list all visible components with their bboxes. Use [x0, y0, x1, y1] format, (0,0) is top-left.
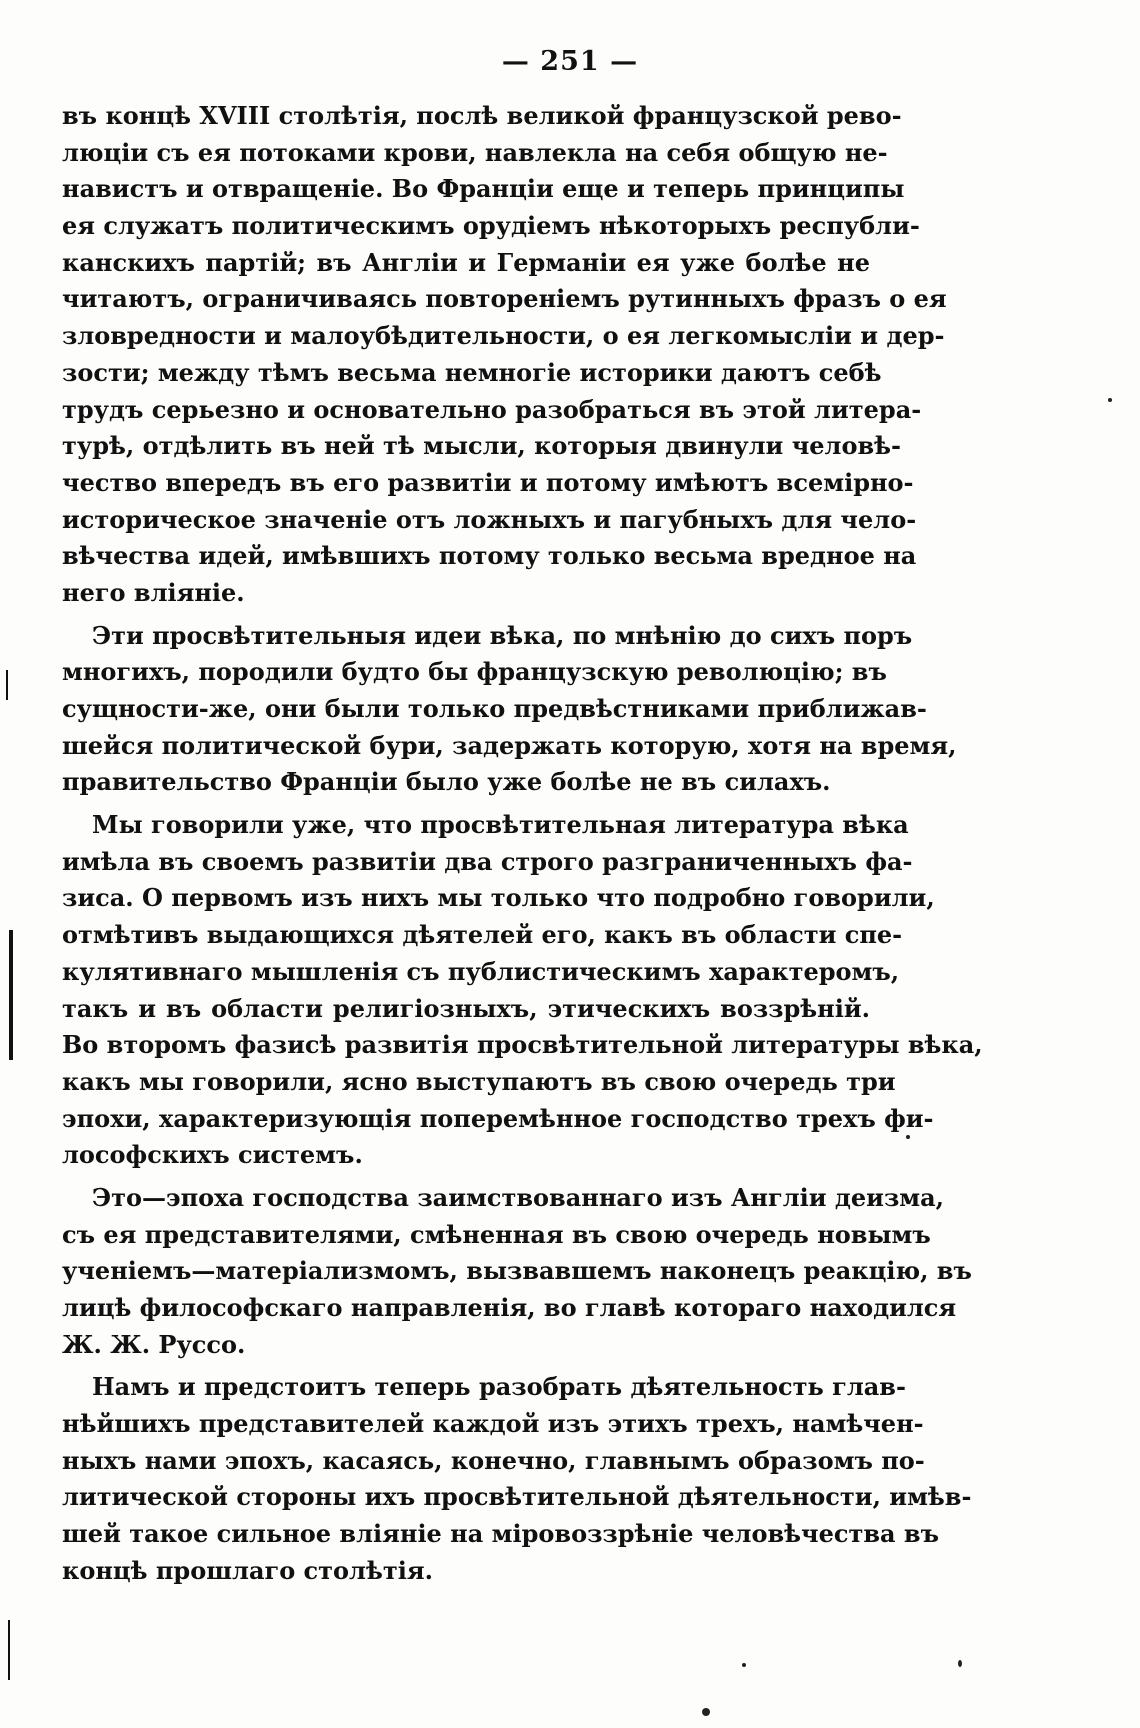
text-line: него вліяніе. [62, 577, 245, 607]
text-line: въ концѣ XVIII столѣтія, послѣ великой французской рево- [62, 101, 902, 130]
text-line: сущности-же, они были только предвѣстниками приближав- [62, 694, 927, 723]
text-line: зости; между тѣмъ весьма немногіе историки даютъ себѣ [62, 357, 882, 387]
text-line: какъ мы говорили, ясно выступаютъ въ свою очередь три [62, 1066, 896, 1096]
scan-speck [906, 1135, 910, 1139]
text-line: чество впередъ въ его развитіи и потому имѣютъ всемірно- [62, 467, 914, 497]
paragraph-2 [62, 618, 957, 801]
text-line: люціи съ ея потоками крови, навлекла на себя общую не- [62, 137, 888, 167]
paragraph-5 [62, 1369, 972, 1589]
scan-speck [958, 1660, 962, 1667]
text-line: отмѣтивъ выдающихся дѣятелей его, какъ въ области спе- [62, 920, 903, 950]
text-line: читаютъ, ограничиваясь повтореніемъ рутинныхъ фразъ о ея [62, 284, 947, 314]
text-line: ея служатъ политическимъ орудіемъ нѣкоторыхъ республи- [62, 211, 920, 241]
text-line: вѣчества идей, имѣвшихъ потому только весьма вредное на [62, 541, 917, 571]
text-line: эпохи, характеризующія поперемѣнное господство трехъ фи- [62, 1103, 934, 1133]
text-line: ученіемъ—матеріализмомъ, вызвавшемъ наконецъ реакцію, въ [62, 1256, 972, 1286]
text-line: Это—эпоха господства заимствованнаго изъ Англіи деизма, [92, 1182, 945, 1212]
text-line: зиса. О первомъ изъ нихъ мы только что подробно говорили, [62, 883, 935, 913]
scan-margin-mark [9, 930, 13, 1060]
text-line: канскихъ партій; въ Англіи и Германіи ея уже болѣе не [62, 247, 870, 277]
scan-speck [742, 1663, 746, 1667]
paragraph-3 [62, 807, 983, 1174]
text-line: лософскихъ системъ. [62, 1140, 363, 1170]
text-line: Эти просвѣтительныя идеи вѣка, по мнѣнію до сихъ поръ [92, 620, 913, 650]
text-line: шей такое сильное вліяніе на міровоззрѣніе человѣчества въ [62, 1519, 939, 1549]
text-line: съ ея представителями, смѣненная въ свою очередь новымъ [62, 1219, 931, 1249]
text-line: ныхъ нами эпохъ, касаясь, конечно, главнымъ образомъ по- [62, 1445, 925, 1475]
text-line: многихъ, породили будто бы французскую революцію; въ [62, 657, 887, 687]
text-line: литической стороны ихъ просвѣтительной дѣятельности, имѣв- [62, 1482, 972, 1512]
text-line: правительство Франціи было уже болѣе не въ силахъ. [62, 767, 831, 797]
text-line: кулятивнаго мышленія съ публистическимъ характеромъ, [62, 956, 900, 986]
scan-speck [1108, 398, 1112, 402]
text-line: зловредности и малоубѣдительности, о ея легкомысліи и дер- [62, 321, 945, 351]
text-line: Мы говорили уже, что просвѣтительная литература вѣка [92, 810, 909, 840]
text-line: нѣйшихъ представителей каждой изъ этихъ трехъ, намѣчен- [62, 1409, 924, 1439]
paragraph-1 [62, 98, 947, 612]
text-line: такъ и въ области религіозныхъ, этическихъ воззрѣній. [62, 993, 870, 1023]
text-line: трудъ серьезно и основательно разобраться въ этой литера- [62, 394, 922, 424]
text-line: шейся политической бури, задержать которую, хотя на время, [62, 730, 957, 760]
body-text [62, 98, 983, 1590]
text-line: навистъ и отвращеніе. Во Франціи еще и теперь принципы [62, 174, 905, 204]
text-line: Во второмъ фазисѣ развитія просвѣтительной литературы вѣка, [62, 1030, 983, 1060]
text-line: имѣла въ своемъ развитіи два строго разграниченныхъ фа- [62, 846, 913, 876]
scan-speck [702, 1708, 710, 1716]
scan-margin-mark [8, 1620, 10, 1680]
paragraph-4 [62, 1180, 972, 1363]
text-line: Намъ и предстоитъ теперь разобрать дѣятельность глав- [92, 1372, 906, 1402]
text-line: концѣ прошлаго столѣтія. [62, 1555, 433, 1585]
text-line: Ж. Ж. Руссо. [62, 1329, 246, 1359]
text-line: турѣ, отдѣлить въ ней тѣ мысли, которыя двинули человѣ- [62, 431, 901, 461]
scan-margin-mark [6, 670, 8, 700]
text-line: лицѣ философскаго направленія, во главѣ котораго находился [62, 1293, 957, 1322]
text-line: историческое значеніе отъ ложныхъ и пагубныхъ для чело- [62, 504, 917, 534]
page-number: — 251 — [501, 46, 639, 77]
